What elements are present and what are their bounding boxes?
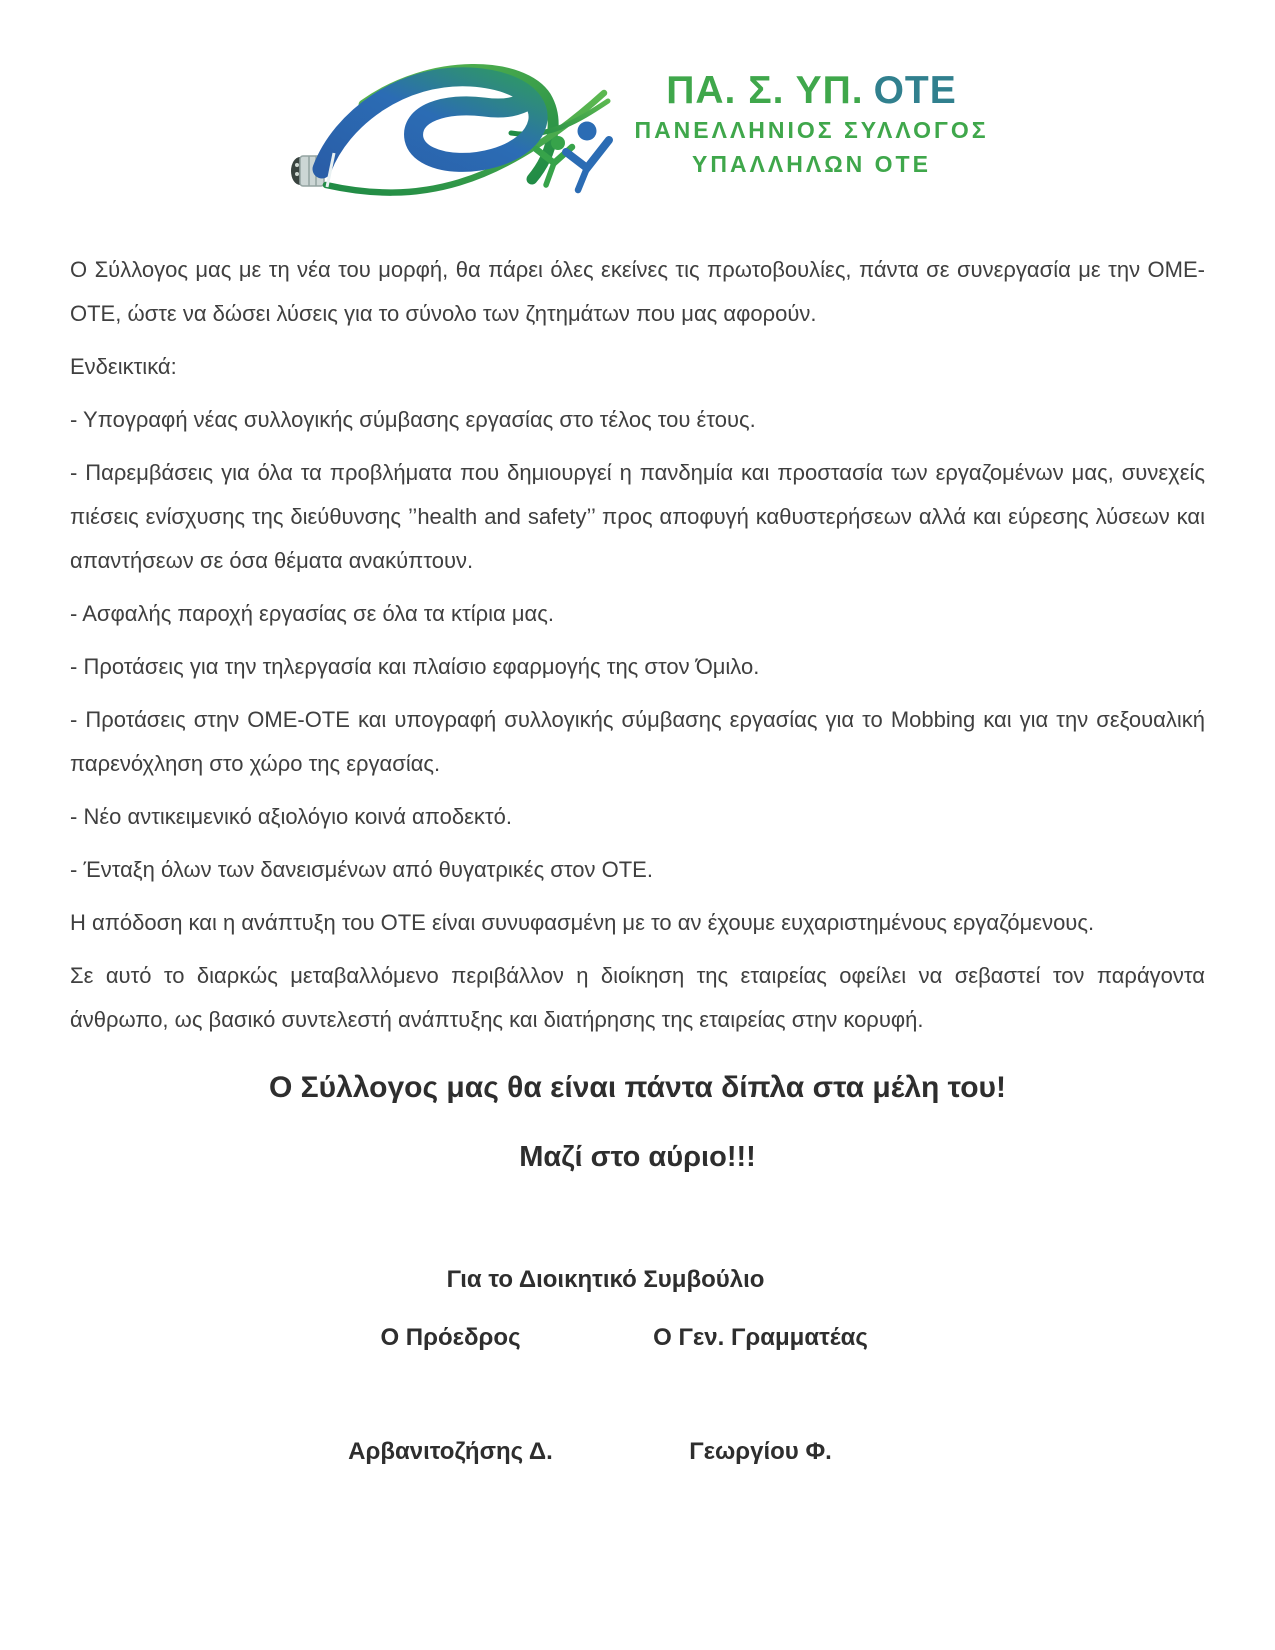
president-name: Αρβανιτοζήσης Δ. [348,1438,553,1465]
org-acronym-blue: ΟΤΕ [873,68,957,112]
signature-block [0,1266,1243,1466]
bullet-item: - Προτάσεις στην ΟΜΕ-ΟΤΕ και υπογραφή συλλογικής σύμβασης εργασίας για το Mobbing και για την σεξουαλική παρενόχληση στο χώρο της εργασίας. [70,707,1205,776]
secretary-role: Ο Γεν. Γραμματέας [653,1324,868,1351]
bullet-item: - Προτάσεις για την τηλεργασία και πλαίσιο εφαρμογής της στον Όμιλο. [70,654,760,679]
cable-e-people-icon [286,57,618,199]
logo-header [0,0,1275,198]
blue-person-icon [566,122,609,191]
bullet-item: - Υπογραφή νέας συλλογικής σύμβασης εργασίας στο τέλος του έτους. [70,407,756,432]
signature-heading: Για το Διοικητικό Συμβούλιο [446,1266,765,1293]
org-acronym-green: ΠΑ. Σ. ΥΠ. [666,68,864,112]
bullet-item: - Νέο αντικειμενικό αξιολόγιο κοινά αποδεκτό. [70,804,512,829]
closing-paragraph: Η απόδοση και η ανάπτυξη του ΟΤΕ είναι συνυφασμένη με το αν έχουμε ευχαριστημένους εργαζόμενους. [70,910,1095,935]
document-body [70,248,1205,1042]
secretary-name: Γεωργίου Φ. [689,1438,832,1465]
slogan-primary: Ο Σύλλογος μας θα είναι πάντα δίπλα στα μέλη του! [269,1071,1006,1104]
bullet-item: - Παρεμβάσεις για όλα τα προβλήματα που δημιουργεί η πανδημία και προστασία των εργαζομένων μας, συνεχείς πιέσεις ενίσχυσης της διεύθυνσης ’’health and safety’’ προς αποφυγή καθυστερήσεων αλλά και εύρεσης λύσεων και απαντήσεων σε όσα θέματα ανακύπτουν. [70,460,1205,573]
org-acronym [634,70,988,113]
bullet-item: - Ασφαλής παροχή εργασίας σε όλα τα κτίρια μας. [70,601,554,626]
bullet-item: - Ένταξη όλων των δανεισμένων από θυγατρικές στον ΟΤΕ. [70,857,653,882]
slogan-secondary: Μαζί στο αύριο!!! [519,1141,756,1173]
indicative-label: Ενδεικτικά: [70,354,177,379]
signature-roles-row [0,1324,1243,1352]
logo-text-block [634,70,988,187]
intro-paragraph: Ο Σύλλογος μας με τη νέα του μορφή, θα πάρει όλες εκείνες τις πρωτοβουλίες, πάντα σε συνεργασία με την ΟΜΕ-ΟΤΕ, ώστε να δώσει λύσεις για το σύνολο των ζητημάτων που μας αφορούν. [70,257,1205,326]
signature-names-row [0,1438,1243,1466]
org-fullname-line1: ΠΑΝΕΛΛΗΝΙΟΣ ΣΥΛΛΟΓΟΣ [634,117,989,144]
org-fullname-line2: ΥΠΑΛΛΗΛΩΝ ΟΤΕ [692,151,931,178]
closing-paragraph: Σε αυτό το διαρκώς μεταβαλλόμενο περιβάλλον η διοίκηση της εταιρείας οφείλει να σεβαστεί τον παράγοντα άνθρωπο, ως βασικό συντελεστή ανάπτυξης και διατήρησης της εταιρείας στην κορυφή. [70,963,1205,1032]
president-role: Ο Πρόεδρος [380,1324,521,1351]
